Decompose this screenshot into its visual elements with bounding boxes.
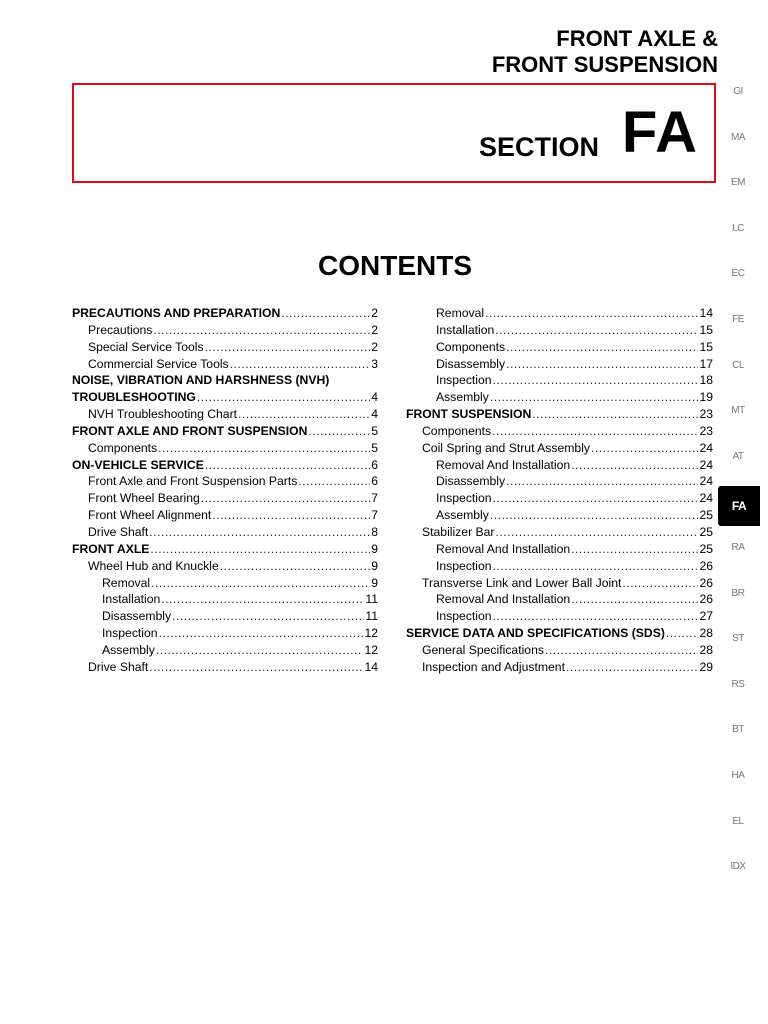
toc-entry-title: FRONT AXLE: [72, 541, 150, 556]
toc-entry[interactable]: [406, 305, 713, 322]
toc-page-number: 25: [699, 541, 713, 556]
toc-leader-dots: [485, 305, 698, 322]
toc-leader-dots: [156, 642, 364, 659]
toc-leader-dots: [238, 406, 370, 423]
toc-entry[interactable]: [72, 591, 378, 608]
toc-page-number: 11: [365, 592, 378, 607]
toc-page-number: 9: [371, 541, 378, 556]
toc-entry-title: Installation: [436, 322, 495, 337]
toc-page-number: 12: [364, 626, 378, 641]
toc-entry-title: Front Wheel Bearing: [88, 491, 200, 506]
toc-entry-title: Front Axle and Front Suspension Parts: [88, 474, 298, 489]
toc-leader-dots: [205, 339, 371, 356]
toc-entry[interactable]: [72, 541, 378, 558]
section-tab-gi[interactable]: GI: [733, 86, 743, 97]
toc-entry[interactable]: [406, 490, 713, 507]
toc-page-number: 6: [371, 474, 378, 489]
toc-entry[interactable]: [72, 389, 378, 406]
toc-leader-dots: [201, 490, 370, 507]
toc-leader-dots: [591, 440, 698, 457]
toc-entry[interactable]: [406, 372, 713, 389]
toc-left-column: [72, 305, 378, 676]
toc-entry-title: Inspection and Adjustment: [422, 659, 565, 674]
toc-entry[interactable]: [406, 541, 713, 558]
toc-leader-dots: [308, 423, 370, 440]
toc-entry-title: Drive Shaft: [88, 659, 149, 674]
toc-leader-dots: [151, 575, 370, 592]
toc-entry-title: Precautions: [88, 322, 153, 337]
toc-leader-dots: [506, 356, 698, 373]
section-code: FA: [621, 100, 698, 165]
toc-entry[interactable]: [406, 642, 713, 659]
toc-entry-title: PRECAUTIONS AND PREPARATION: [72, 306, 281, 320]
toc-leader-dots: [666, 625, 699, 642]
toc-entry[interactable]: [72, 524, 378, 541]
toc-entry-title: Assembly: [436, 508, 489, 523]
title-line-1: FRONT AXLE &: [556, 26, 718, 51]
section-tab-fe[interactable]: FE: [732, 314, 744, 325]
toc-page-number: 6: [371, 457, 378, 472]
toc-page-number: 7: [371, 508, 378, 523]
toc-leader-dots: [230, 356, 371, 373]
toc-leader-dots: [622, 575, 698, 592]
toc-page-number: 9: [371, 558, 378, 573]
toc-entry[interactable]: [72, 625, 378, 642]
section-tab-mt[interactable]: MT: [731, 405, 745, 417]
toc-page-number: 24: [699, 440, 713, 455]
toc-page-number: 2: [371, 339, 378, 354]
toc-leader-dots: [493, 608, 699, 625]
toc-entry-title: Coil Spring and Strut Assembly: [422, 440, 590, 455]
section-tab-idx[interactable]: IDX: [730, 861, 746, 873]
toc-page-number: 8: [371, 524, 378, 539]
toc-page-number: 23: [699, 423, 713, 438]
section-tab-ra[interactable]: RA: [731, 542, 745, 553]
toc-page-number: 4: [371, 390, 378, 405]
toc-entry-title: Inspection: [436, 373, 492, 388]
toc-entry[interactable]: [72, 659, 378, 676]
toc-page-number: 7: [371, 491, 378, 506]
toc-entry[interactable]: [406, 507, 713, 524]
section-tab-em[interactable]: EM: [731, 177, 745, 189]
toc-page-number: 17: [699, 356, 713, 371]
toc-entry-title: Front Wheel Alignment: [88, 508, 212, 523]
toc-entry-title: FRONT SUSPENSION: [406, 407, 532, 422]
toc-leader-dots: [298, 473, 370, 490]
toc-page-number: 19: [699, 390, 713, 405]
toc-entry[interactable]: [72, 473, 378, 490]
toc-entry[interactable]: [72, 305, 378, 322]
toc-entry-title: Disassembly: [102, 609, 172, 624]
toc-entry[interactable]: [406, 473, 713, 490]
section-label: SECTION: [478, 132, 599, 162]
toc-page-number: 15: [699, 322, 713, 337]
toc-entry-title: Removal: [102, 575, 151, 590]
toc-leader-dots: [161, 591, 364, 608]
toc-entry[interactable]: [72, 490, 378, 507]
toc-entry[interactable]: [406, 457, 713, 474]
toc-page-number: 26: [699, 592, 713, 607]
toc-page-number: 5: [371, 423, 378, 438]
toc-entry[interactable]: [72, 372, 378, 389]
toc-leader-dots: [571, 541, 698, 558]
toc-leader-dots: [281, 305, 370, 322]
toc-entry[interactable]: [406, 575, 713, 592]
section-tab-fa[interactable]: FA: [718, 486, 760, 526]
toc-leader-dots: [492, 423, 698, 440]
section-box: [72, 83, 716, 183]
toc-leader-dots: [149, 659, 363, 676]
toc-entry-title: ON-VEHICLE SERVICE: [72, 457, 204, 472]
toc-entry[interactable]: [72, 575, 378, 592]
toc-leader-dots: [506, 339, 698, 356]
toc-page-number: 24: [699, 457, 713, 472]
section-tab-el[interactable]: EL: [732, 815, 744, 827]
toc-leader-dots: [532, 406, 698, 423]
toc-page-number: 14: [364, 659, 378, 674]
section-tab-ha[interactable]: HA: [731, 770, 745, 781]
toc-entry[interactable]: [406, 591, 713, 608]
toc-entry-title: Removal And Installation: [436, 457, 571, 472]
toc-page-number: 3: [371, 356, 378, 371]
toc-entry-title: Components: [88, 440, 158, 455]
toc-entry-title: Commercial Service Tools: [88, 356, 229, 371]
toc-entry[interactable]: [406, 356, 713, 373]
toc-entry[interactable]: [72, 507, 378, 524]
toc-page-number: 4: [371, 407, 378, 422]
toc-entry-title: General Specifications: [422, 642, 544, 657]
toc-leader-dots: [495, 322, 698, 339]
toc-page-number: 27: [699, 609, 713, 624]
toc-entry[interactable]: [72, 608, 378, 625]
toc-page-number: 14: [699, 306, 713, 320]
toc-leader-dots: [493, 490, 699, 507]
toc-entry-title: Components: [422, 423, 492, 438]
toc-entry-title: NVH Troubleshooting Chart: [88, 407, 238, 422]
toc-page-number: 24: [699, 474, 713, 489]
toc-entry-title: Assembly: [102, 642, 155, 657]
toc-entry-title: Disassembly: [436, 474, 506, 489]
toc-entry[interactable]: [72, 356, 378, 373]
toc-leader-dots: [506, 473, 698, 490]
section-tab-ma[interactable]: MA: [731, 131, 745, 143]
title-line-2: FRONT SUSPENSION: [491, 52, 718, 77]
toc-page-number: 25: [699, 524, 713, 539]
toc-leader-dots: [197, 389, 370, 406]
toc-leader-dots: [220, 558, 370, 575]
toc-page-number: 2: [371, 322, 378, 337]
toc-page-number: 28: [699, 642, 713, 657]
toc-page-number: 29: [699, 659, 713, 674]
toc-entry-title: SERVICE DATA AND SPECIFICATIONS (SDS): [406, 626, 665, 641]
toc-page-number: 18: [699, 373, 713, 388]
toc-entry[interactable]: [406, 625, 713, 642]
toc-entry-title: Special Service Tools: [88, 339, 204, 354]
toc-leader-dots: [490, 507, 699, 524]
toc-entry-title: Inspection: [436, 558, 492, 573]
section-tab-st[interactable]: ST: [732, 633, 744, 645]
toc-page-number: 23: [699, 407, 713, 422]
toc-entry[interactable]: [72, 322, 378, 339]
toc-entry[interactable]: [72, 457, 378, 474]
toc-entry[interactable]: [72, 558, 378, 575]
toc-leader-dots: [205, 457, 370, 474]
toc-leader-dots: [490, 389, 699, 406]
section-tab-ec[interactable]: EC: [731, 268, 745, 280]
toc-entry[interactable]: [406, 322, 713, 339]
section-tab-bt[interactable]: BT: [732, 724, 744, 736]
toc-page-number: 24: [699, 491, 713, 506]
toc-entry-title: Transverse Link and Lower Ball Joint: [422, 575, 622, 590]
toc-right-column: [406, 305, 713, 676]
toc-leader-dots: [150, 541, 370, 558]
toc-leader-dots: [149, 524, 370, 541]
toc-entry[interactable]: [406, 423, 713, 440]
toc-entry[interactable]: [72, 642, 378, 659]
toc-entry-title: NOISE, VIBRATION AND HARSHNESS (NVH): [72, 373, 330, 388]
toc-leader-dots: [571, 591, 698, 608]
toc-entry[interactable]: [406, 339, 713, 356]
toc-entry-title: FRONT AXLE AND FRONT SUSPENSION: [72, 423, 308, 438]
toc-entry[interactable]: [406, 659, 713, 676]
toc-page-number: 28: [699, 626, 713, 641]
toc-entry[interactable]: [72, 339, 378, 356]
toc-entry-title: Drive Shaft: [88, 524, 149, 539]
toc-leader-dots: [495, 524, 698, 541]
toc-entry-title: Inspection: [436, 609, 492, 624]
toc-leader-dots: [566, 659, 698, 676]
toc-page-number: 12: [364, 642, 378, 657]
section-tab-at[interactable]: AT: [732, 450, 744, 462]
toc-page-number: 25: [699, 508, 713, 523]
section-tab-lc[interactable]: LC: [732, 222, 744, 234]
toc-entry-title: Inspection: [102, 626, 158, 641]
toc-leader-dots: [212, 507, 370, 524]
toc-entry[interactable]: [406, 389, 713, 406]
toc-leader-dots: [159, 625, 364, 642]
toc-leader-dots: [545, 642, 698, 659]
toc-entry-title: Components: [436, 339, 506, 354]
toc-entry-title: Removal And Installation: [436, 541, 571, 556]
toc-entry[interactable]: [72, 406, 378, 423]
toc-entry-title: Removal: [436, 306, 485, 320]
toc-page-number: 5: [371, 440, 378, 455]
toc-entry[interactable]: [406, 406, 713, 423]
section-tab-br[interactable]: BR: [731, 587, 745, 599]
toc-entry-title: TROUBLESHOOTING: [72, 390, 196, 405]
toc-entry[interactable]: [406, 558, 713, 575]
toc-page-number: 2: [371, 306, 378, 320]
toc-page-number: 11: [365, 609, 378, 624]
toc-entry[interactable]: [406, 524, 713, 541]
section-tab-rs[interactable]: RS: [731, 678, 745, 690]
toc-page-number: 26: [699, 575, 713, 590]
toc-leader-dots: [158, 440, 370, 457]
toc-entry[interactable]: [72, 440, 378, 457]
toc-entry-title: Disassembly: [436, 356, 506, 371]
contents-heading: CONTENTS: [318, 250, 472, 281]
toc-entry-title: Assembly: [436, 390, 489, 405]
toc-entry-title: Inspection: [436, 491, 492, 506]
toc-leader-dots: [493, 372, 699, 389]
toc-page-number: 26: [699, 558, 713, 573]
toc-leader-dots: [493, 558, 699, 575]
toc-entry-title: Installation: [102, 592, 161, 607]
toc-entry-title: Stabilizer Bar: [422, 524, 495, 539]
toc-entry[interactable]: [72, 423, 378, 440]
toc-entry-title: Removal And Installation: [436, 592, 571, 607]
toc-leader-dots: [571, 457, 698, 474]
toc-page-number: 15: [699, 339, 713, 354]
toc-page-number: 9: [371, 575, 378, 590]
section-tab-cl[interactable]: CL: [732, 359, 744, 371]
document-title: [492, 26, 718, 78]
toc-entry[interactable]: [406, 608, 713, 625]
toc-leader-dots: [172, 608, 364, 625]
toc-entry-title: Wheel Hub and Knuckle: [88, 558, 219, 573]
toc-entry[interactable]: [406, 440, 713, 457]
toc-leader-dots: [153, 322, 370, 339]
